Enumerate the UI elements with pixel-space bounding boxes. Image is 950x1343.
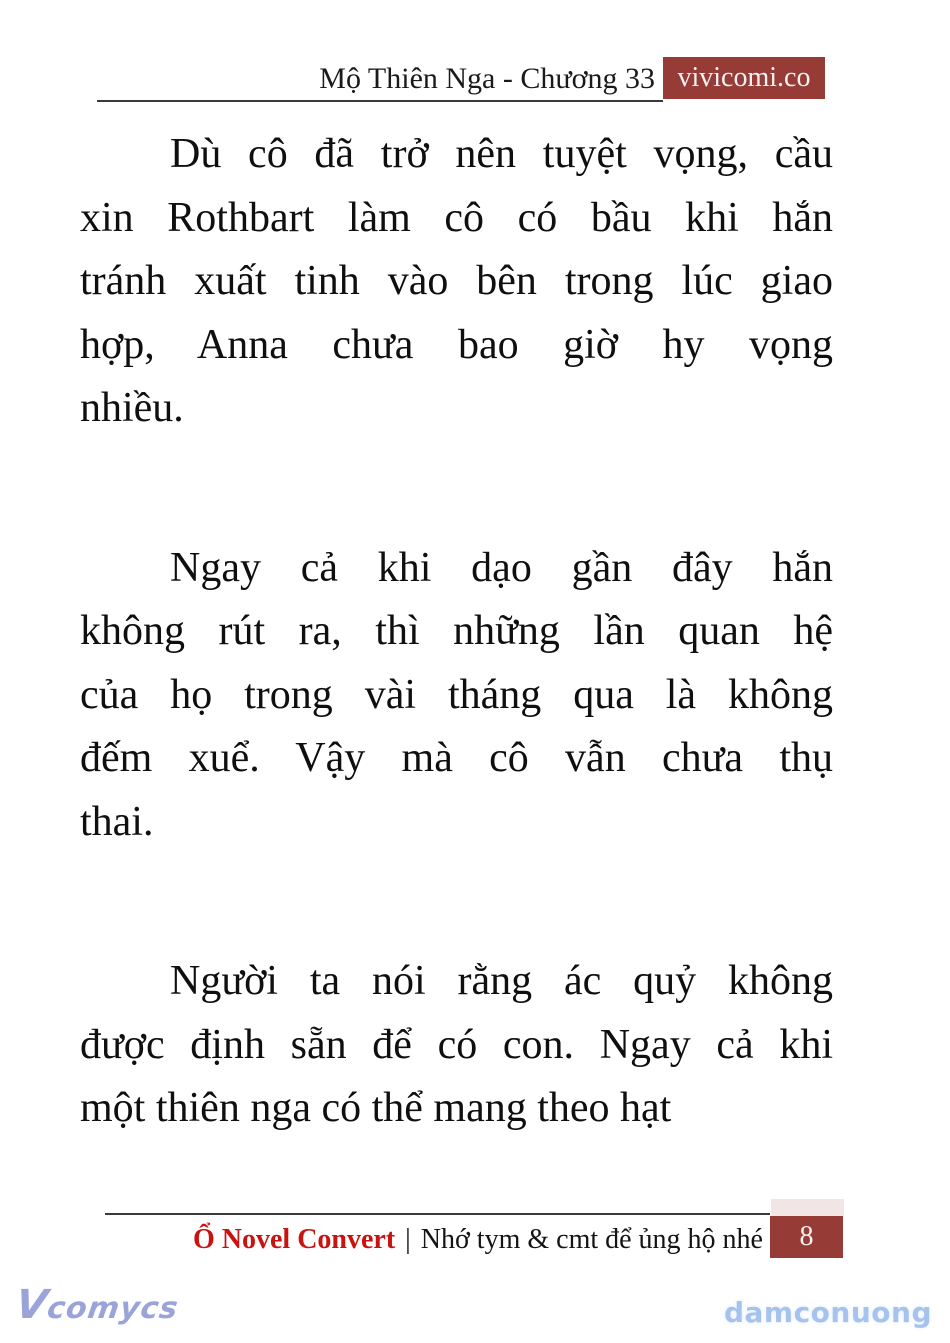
text-line: của họ trong vài tháng qua là không [80, 671, 833, 718]
text-line: Người ta nói rằng ác quỷ không [170, 958, 833, 1004]
text-line: xin Rothbart làm cô có bầu khi hắn [80, 194, 833, 241]
text-line: Ngay cả khi dạo gần đây hắn [170, 544, 833, 591]
body-text [80, 123, 833, 1141]
paragraph [80, 123, 833, 441]
text-line: không rút ra, thì những lần quan hệ [80, 608, 833, 654]
paragraph [80, 537, 833, 855]
paragraph [80, 950, 833, 1141]
text-line: thai. [80, 798, 154, 845]
converter-brand: Ổ Novel Convert [192, 1224, 396, 1255]
text-line: tránh xuất tinh vào bên trong lúc giao [80, 258, 833, 304]
damconuong-watermark: damconuong [723, 1296, 932, 1329]
text-line: được định sẵn để có con. Ngay cả khi [80, 1021, 833, 1068]
page-number-box-shadow [771, 1199, 844, 1216]
footer-text [105, 1221, 763, 1259]
page-number-badge: 8 [770, 1216, 843, 1258]
footer-rule [105, 1213, 770, 1215]
text-line: nhiều. [80, 385, 184, 431]
footer-note: Nhớ tym & cmt để ủng hộ nhé [420, 1224, 763, 1255]
header-rule [97, 100, 663, 102]
site-badge: vivicomi.co [663, 57, 825, 99]
footer-separator: | [405, 1224, 411, 1255]
text-line: một thiên nga có thể mang theo hạt [80, 1085, 672, 1131]
text-line: hợp, Anna chưa bao giờ hy vọng [80, 321, 833, 368]
vcomycs-watermark-logo: Vcomycs [12, 1282, 181, 1328]
text-line: đếm xuể. Vậy mà cô vẫn chưa thụ [80, 735, 833, 781]
text-line: Dù cô đã trở nên tuyệt vọng, cầu [170, 131, 833, 177]
chapter-title: Mộ Thiên Nga - Chương 33 [319, 61, 655, 95]
